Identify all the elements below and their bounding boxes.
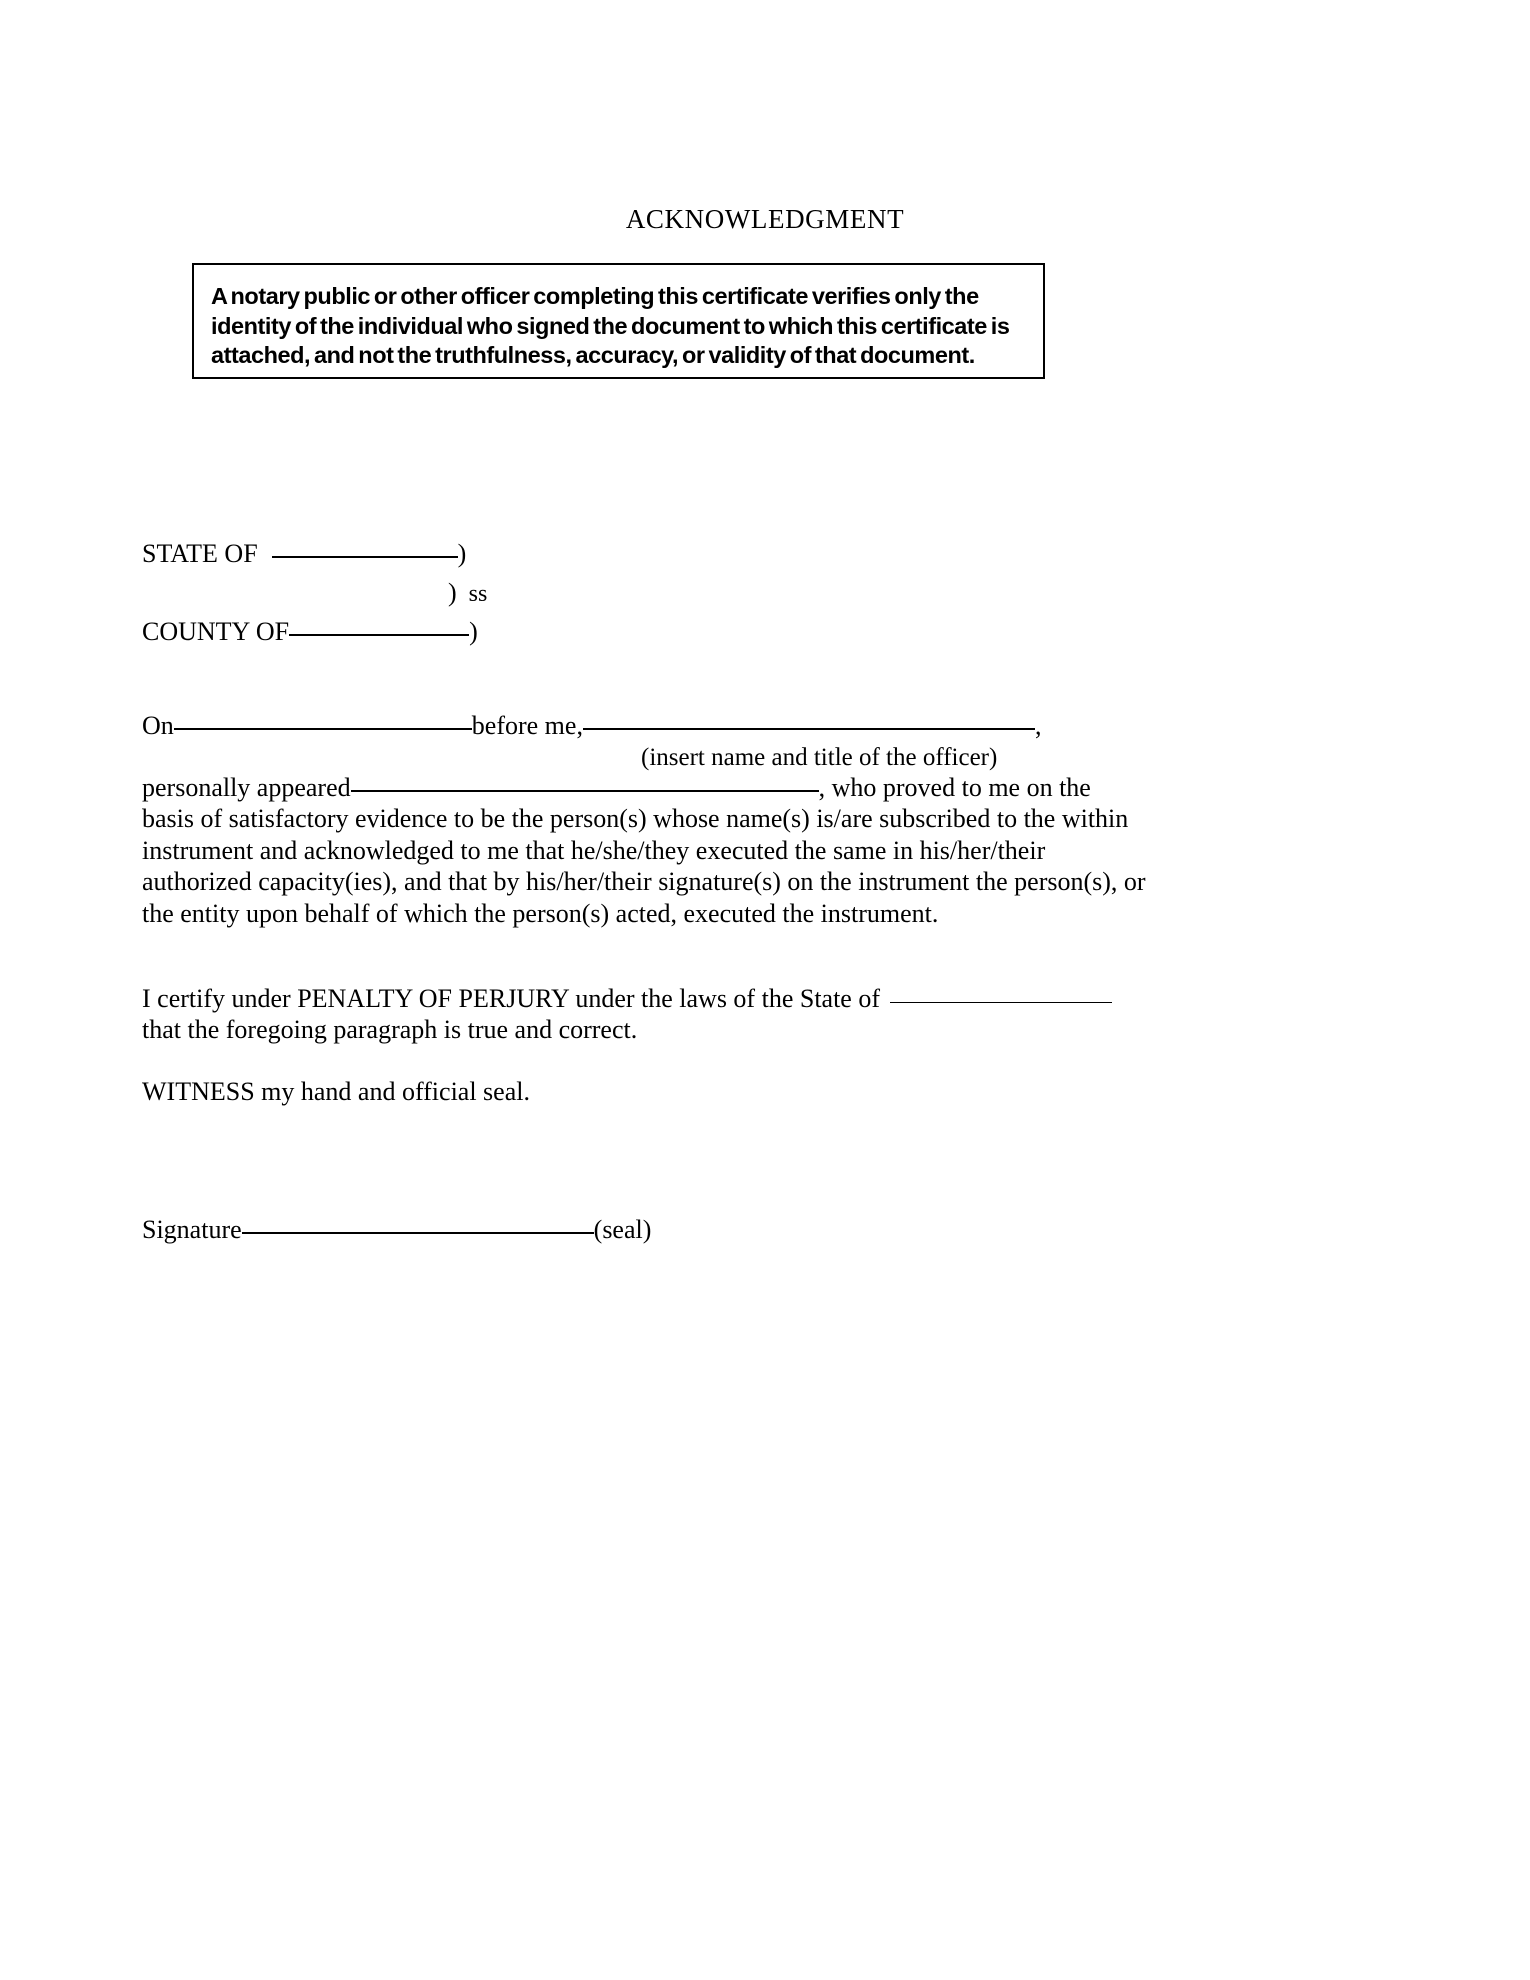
county-of-label: COUNTY OF: [142, 617, 290, 646]
body-line-3: authorized capacity(ies), and that by his/her/their signature(s) on the instrument the person(s), or: [142, 867, 1146, 896]
personally-appeared-row: [142, 772, 1091, 803]
signature-label: Signature: [142, 1215, 242, 1244]
county-of-fill-in[interactable]: [289, 634, 469, 636]
personally-appeared-label: personally appeared: [142, 773, 351, 802]
notary-disclaimer-box: [192, 263, 1045, 379]
appearer-name-fill-in[interactable]: [351, 790, 819, 792]
body-line-1: basis of satisfactory evidence to be the person(s) whose name(s) is/are subscribed to the within: [142, 804, 1129, 833]
witness-line: WITNESS my hand and official seal.: [142, 1077, 530, 1106]
county-of-row: [142, 616, 478, 647]
perjury-row-2: that the foregoing paragraph is true and correct.: [142, 1015, 638, 1044]
on-before-me-row: [142, 710, 1041, 741]
body-line-4: the entity upon behalf of which the person(s) acted, executed the instrument.: [142, 898, 939, 928]
perjury-row-1: [142, 983, 1112, 1014]
notary-disclaimer-text: [211, 282, 1023, 371]
notary-disclaimer-line-3: attached, and not the truthfulness, accuracy, or validity of that document.: [211, 342, 975, 368]
seal-label: (seal): [593, 1215, 652, 1244]
notary-disclaimer-line-1: A notary public or other officer completing this certificate verifies only the: [211, 283, 979, 309]
signature-row: [142, 1214, 651, 1245]
page-title: ACKNOWLEDGMENT: [625, 204, 905, 234]
officer-caption: (insert name and title of the officer): [641, 744, 998, 771]
on-label: On: [142, 711, 174, 740]
notary-disclaimer-line-2: identity of the individual who signed the document to which this certificate is: [211, 312, 1010, 339]
state-of-fill-in[interactable]: [272, 556, 458, 558]
state-of-row: [142, 538, 466, 569]
state-of-paren: ): [457, 539, 467, 568]
ss-row: [448, 578, 487, 608]
officer-trailing-comma: ,: [1034, 711, 1042, 740]
perjury-state-fill-in[interactable]: [890, 1002, 1112, 1003]
officer-name-fill-in[interactable]: [583, 728, 1035, 730]
acknowledgment-body: [142, 803, 1146, 929]
body-line-2: instrument and acknowledged to me that he/she/they executed the same in his/her/their: [142, 835, 1046, 865]
ss-paren: ): [448, 578, 457, 607]
date-fill-in[interactable]: [174, 728, 472, 730]
ss-label: ss: [468, 581, 488, 607]
county-of-paren: ): [469, 617, 478, 646]
state-of-label: STATE OF: [142, 539, 258, 568]
signature-fill-in[interactable]: [242, 1232, 594, 1234]
perjury-label: I certify under PENALTY OF PERJURY under the laws of the State of: [142, 984, 881, 1013]
who-proved-tail: , who proved to me on the: [818, 773, 1091, 802]
before-me-label: before me,: [471, 711, 583, 740]
